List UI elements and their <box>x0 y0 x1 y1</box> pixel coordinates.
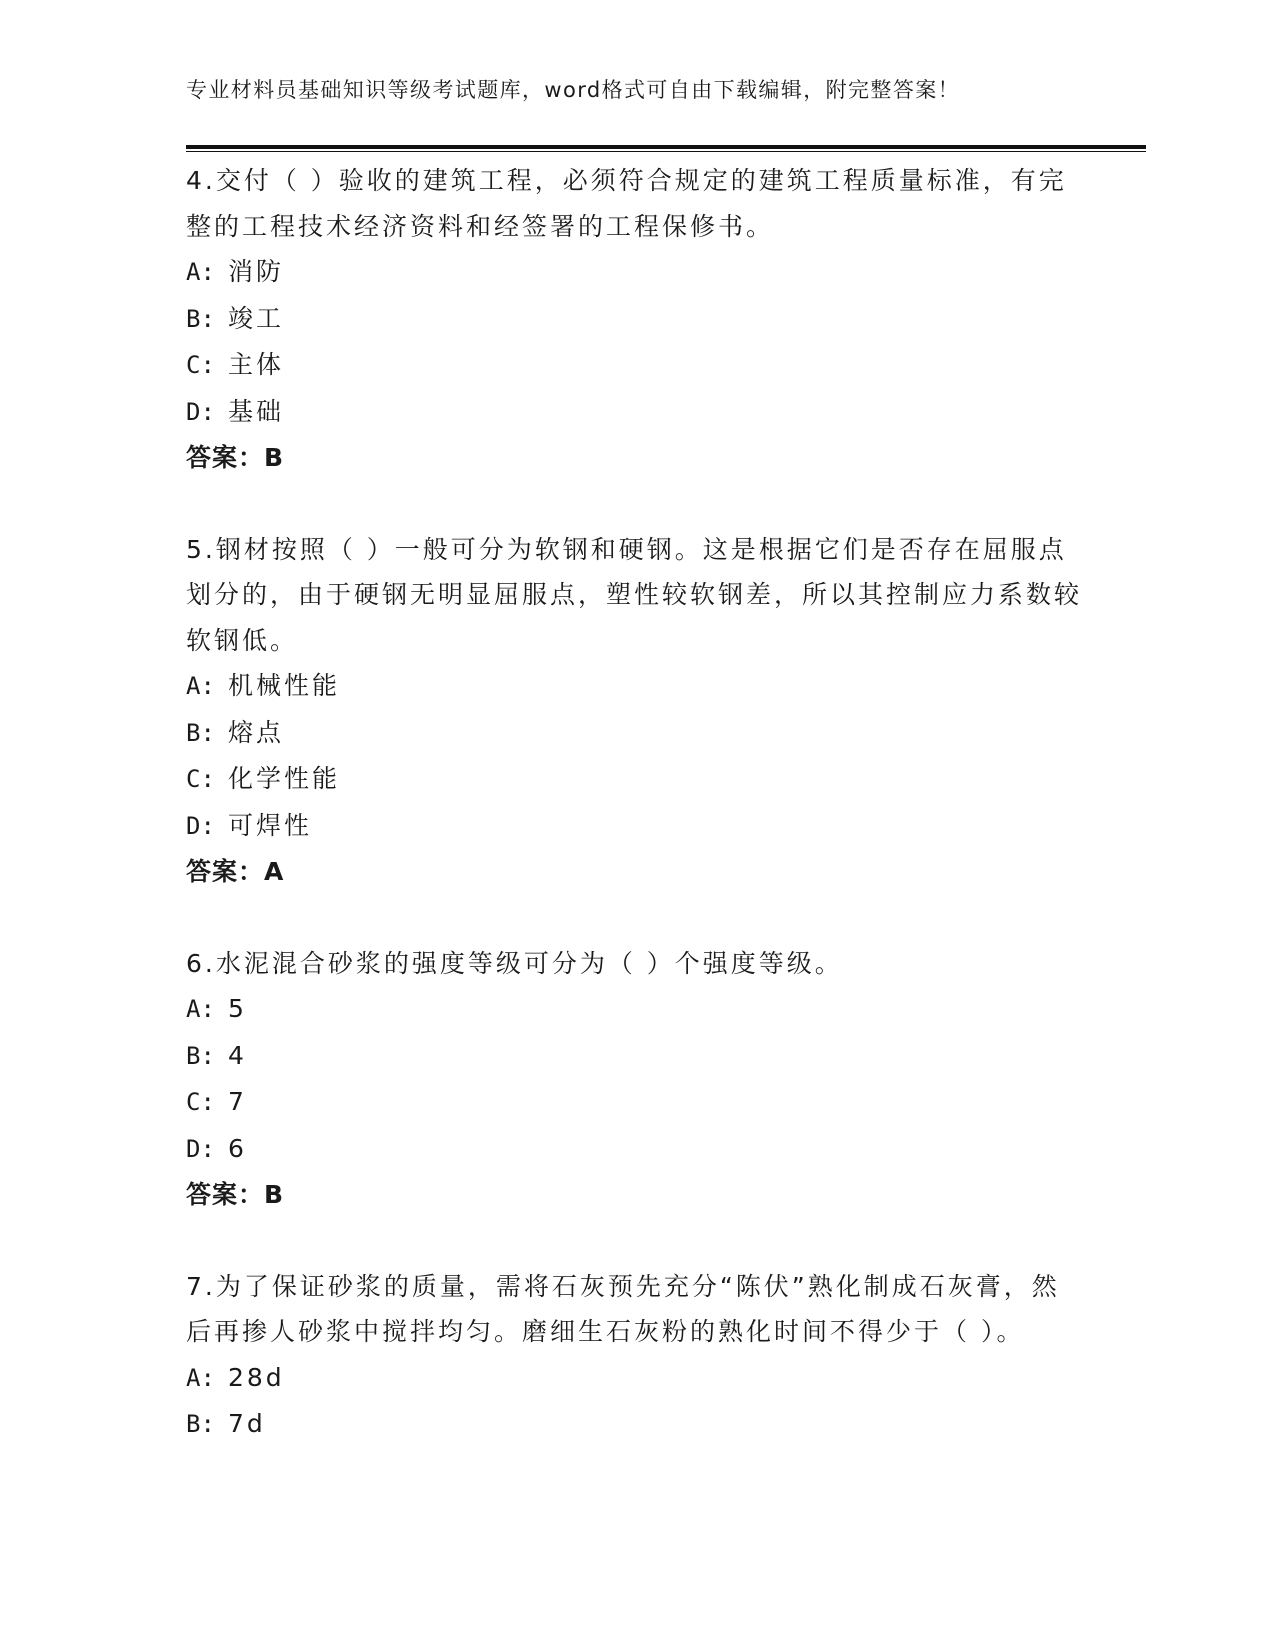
option-c <box>186 342 1086 389</box>
question-stem: 7.为了保证砂浆的质量，需将石灰预先充分“陈伏”熟化制成石灰膏，然后再掺人砂浆中搅拌均匀。磨细生石灰粉的熟化时间不得少于（ ）。 <box>186 1271 1060 1346</box>
question-5 <box>186 527 1086 895</box>
option-b <box>186 1401 1086 1448</box>
option-text: 7d <box>228 1409 266 1438</box>
option-label: A: <box>186 995 215 1023</box>
option-text: 6 <box>228 1133 247 1163</box>
answer: 答案：A <box>186 857 285 886</box>
option-d <box>186 803 1086 850</box>
option-text: 竣工 <box>228 303 285 333</box>
question-6 <box>186 941 1086 1218</box>
option-text: 消防 <box>228 257 285 286</box>
option-text: 化学性能 <box>228 764 341 793</box>
option-b <box>186 710 1086 757</box>
option-text: 28d <box>228 1362 285 1392</box>
question-4 <box>186 158 1086 481</box>
option-label: B: <box>186 1041 215 1070</box>
option-a <box>186 249 1086 296</box>
option-a <box>186 986 1086 1033</box>
option-label: C: <box>186 765 215 793</box>
option-text: 7 <box>228 1087 247 1116</box>
option-text: 主体 <box>228 350 285 379</box>
question-stem: 5.钢材按照（ ）一般可分为软钢和硬钢。这是根据它们是否存在屈服点划分的，由于硬钢无明显屈服点，塑性较软钢差，所以其控制应力系数较软钢低。 <box>186 534 1083 655</box>
option-label: D: <box>186 1134 215 1163</box>
option-a <box>186 663 1086 710</box>
option-text: 可焊性 <box>228 810 313 840</box>
option-text: 基础 <box>228 396 285 426</box>
option-label: B: <box>186 718 215 747</box>
page-header: 专业材料员基础知识等级考试题库，word格式可自由下载编辑，附完整答案！ <box>186 78 961 102</box>
option-label: C: <box>186 351 215 379</box>
answer: 答案：B <box>186 443 285 472</box>
option-label: D: <box>186 397 215 426</box>
option-label: D: <box>186 811 215 840</box>
option-label: A: <box>186 672 215 700</box>
question-list <box>186 158 1086 1448</box>
option-text: 5 <box>228 994 247 1023</box>
option-label: C: <box>186 1088 215 1116</box>
option-text: 4 <box>228 1040 247 1070</box>
option-text: 机械性能 <box>228 671 341 700</box>
question-7 <box>186 1264 1086 1448</box>
option-c <box>186 756 1086 803</box>
option-b <box>186 1033 1086 1080</box>
option-label: B: <box>186 1410 215 1438</box>
question-stem: 4.交付（ ）验收的建筑工程，必须符合规定的建筑工程质量标准，有完整的工程技术经济资料和经签署的工程保修书。 <box>186 166 1067 241</box>
option-d <box>186 389 1086 436</box>
option-d <box>186 1126 1086 1173</box>
option-a <box>186 1355 1086 1402</box>
header-rule <box>186 145 1146 152</box>
option-label: A: <box>186 258 215 286</box>
option-b <box>186 296 1086 343</box>
option-label: A: <box>186 1363 215 1392</box>
question-stem: 6.水泥混合砂浆的强度等级可分为（ ）个强度等级。 <box>186 948 843 978</box>
option-label: B: <box>186 304 215 333</box>
option-text: 熔点 <box>228 717 285 747</box>
option-c <box>186 1079 1086 1126</box>
answer: 答案：B <box>186 1180 285 1209</box>
